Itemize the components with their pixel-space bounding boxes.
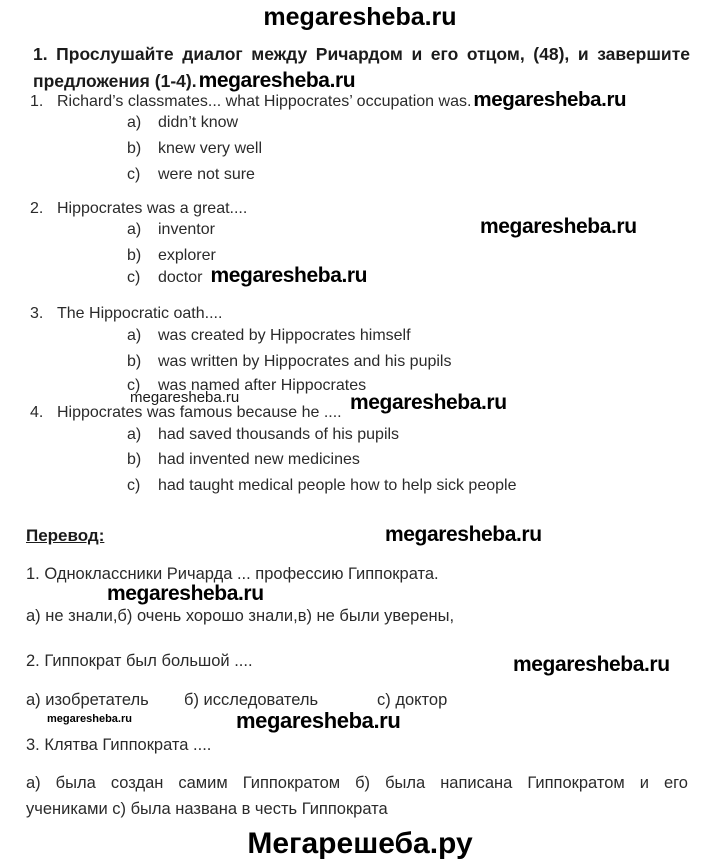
question-3-row xyxy=(30,305,222,323)
option-2a-row xyxy=(127,221,215,239)
question-1-text: Richard’s classmates... what Hippocrates’ occupation was. xyxy=(57,93,472,110)
option-1c-text: were not sure xyxy=(158,166,255,183)
option-4b-row xyxy=(127,451,360,469)
option-2a-text: inventor xyxy=(158,221,215,238)
question-4-row xyxy=(30,404,342,422)
option-3c-letter: c) xyxy=(127,377,141,394)
option-4c-letter: c) xyxy=(127,477,141,494)
option-4a-row xyxy=(127,426,399,444)
watermark-right-item2: megaresheba.ru xyxy=(513,653,670,676)
question-3-text: The Hippocratic oath.... xyxy=(57,305,223,322)
watermark-small-q3: megaresheba.ru xyxy=(130,389,240,406)
watermark-center-item2: megaresheba.ru xyxy=(236,708,401,733)
watermark-after-doctor: megaresheba.ru xyxy=(210,264,368,287)
translation-item2-text: 2. Гиппократ был большой .... xyxy=(26,652,253,670)
option-1c-row xyxy=(127,166,255,184)
option-4b-text: had invented new medicines xyxy=(158,451,360,468)
translation-item3-answers-line2: учениками с) была названа в честь Гиппократа xyxy=(26,800,388,818)
option-3b-row xyxy=(127,353,451,371)
option-2a-letter: a) xyxy=(127,221,142,238)
option-4c-text: had taught medical people how to help sick people xyxy=(158,477,517,494)
question-2-row xyxy=(30,200,247,218)
watermark-after-instruction: megaresheba.ru xyxy=(198,69,356,92)
watermark-translation-heading: megaresheba.ru xyxy=(385,523,542,546)
option-4b-letter: b) xyxy=(127,451,142,468)
option-1b-letter: b) xyxy=(127,140,142,157)
option-2c-text: doctor xyxy=(158,269,203,286)
translation-item1-text: 1. Одноклассники Ричарда ... профессию Гиппократа. xyxy=(26,565,439,583)
option-2b-letter: b) xyxy=(127,247,142,264)
watermark-tiny-item2: megaresheba.ru xyxy=(47,713,132,725)
question-4-text: Hippocrates was famous because he .... xyxy=(57,404,342,421)
translation-item2-answer-a: а) изобретатель xyxy=(26,691,149,709)
option-4a-text: had saved thousands of his pupils xyxy=(158,426,400,443)
question-2-number: 2. xyxy=(30,200,44,217)
option-3a-letter: a) xyxy=(127,327,142,344)
task-instruction-line1: 1. Прослушайте диалог между Ричардом и его отцом, (48), и завершите xyxy=(33,44,690,64)
option-1a-row xyxy=(127,114,238,132)
option-2b-text: explorer xyxy=(158,247,216,264)
question-4-number: 4. xyxy=(30,404,44,421)
watermark-bold-q3: megaresheba.ru xyxy=(350,391,507,414)
option-1a-letter: a) xyxy=(127,114,142,131)
task-instruction-line2-row xyxy=(33,70,355,92)
task-instruction-line2: предложения (1-4). xyxy=(33,71,197,91)
option-2c-letter: c) xyxy=(127,269,141,286)
translation-item2-answer-b: б) исследователь xyxy=(184,691,319,709)
translation-item3-answers-line1: а) была создан самим Гиппократом б) была написана Гиппократом и его xyxy=(26,774,688,792)
option-3b-letter: b) xyxy=(127,353,142,370)
watermark-after-question-1: megaresheba.ru xyxy=(473,88,627,111)
option-1c-letter: c) xyxy=(127,166,141,183)
bottom-site-title: Мегарешеба.ру xyxy=(247,827,473,860)
option-4a-letter: a) xyxy=(127,426,142,443)
option-3b-text: was written by Hippocrates and his pupils xyxy=(158,353,452,370)
question-3-number: 3. xyxy=(30,305,44,322)
site-title-watermark: megaresheba.ru xyxy=(263,3,457,31)
option-3a-row xyxy=(127,327,411,345)
translation-heading: Перевод: xyxy=(26,526,105,545)
translation-item1-answers: а) не знали,б) очень хорошо знали,в) не были уверены, xyxy=(26,607,455,625)
option-4c-row xyxy=(127,477,516,495)
option-1b-text: knew very well xyxy=(158,140,263,157)
watermark-under-item1: megaresheba.ru xyxy=(107,582,264,605)
option-1a-text: didn’t know xyxy=(158,114,239,131)
question-2-text: Hippocrates was a great.... xyxy=(57,200,248,217)
option-2b-row xyxy=(127,247,216,265)
option-3a-text: was created by Hippocrates himself xyxy=(158,327,411,344)
translation-item2-answer-c: с) доктор xyxy=(377,691,448,709)
question-1-number: 1. xyxy=(30,93,44,110)
translation-item3-text: 3. Клятва Гиппократа .... xyxy=(26,736,212,754)
option-2c-row xyxy=(127,265,367,287)
watermark-right-q2: megaresheba.ru xyxy=(480,215,637,238)
option-3c-text: was named after Hippocrates xyxy=(158,377,367,394)
option-1b-row xyxy=(127,140,262,158)
question-1-row xyxy=(30,90,626,111)
